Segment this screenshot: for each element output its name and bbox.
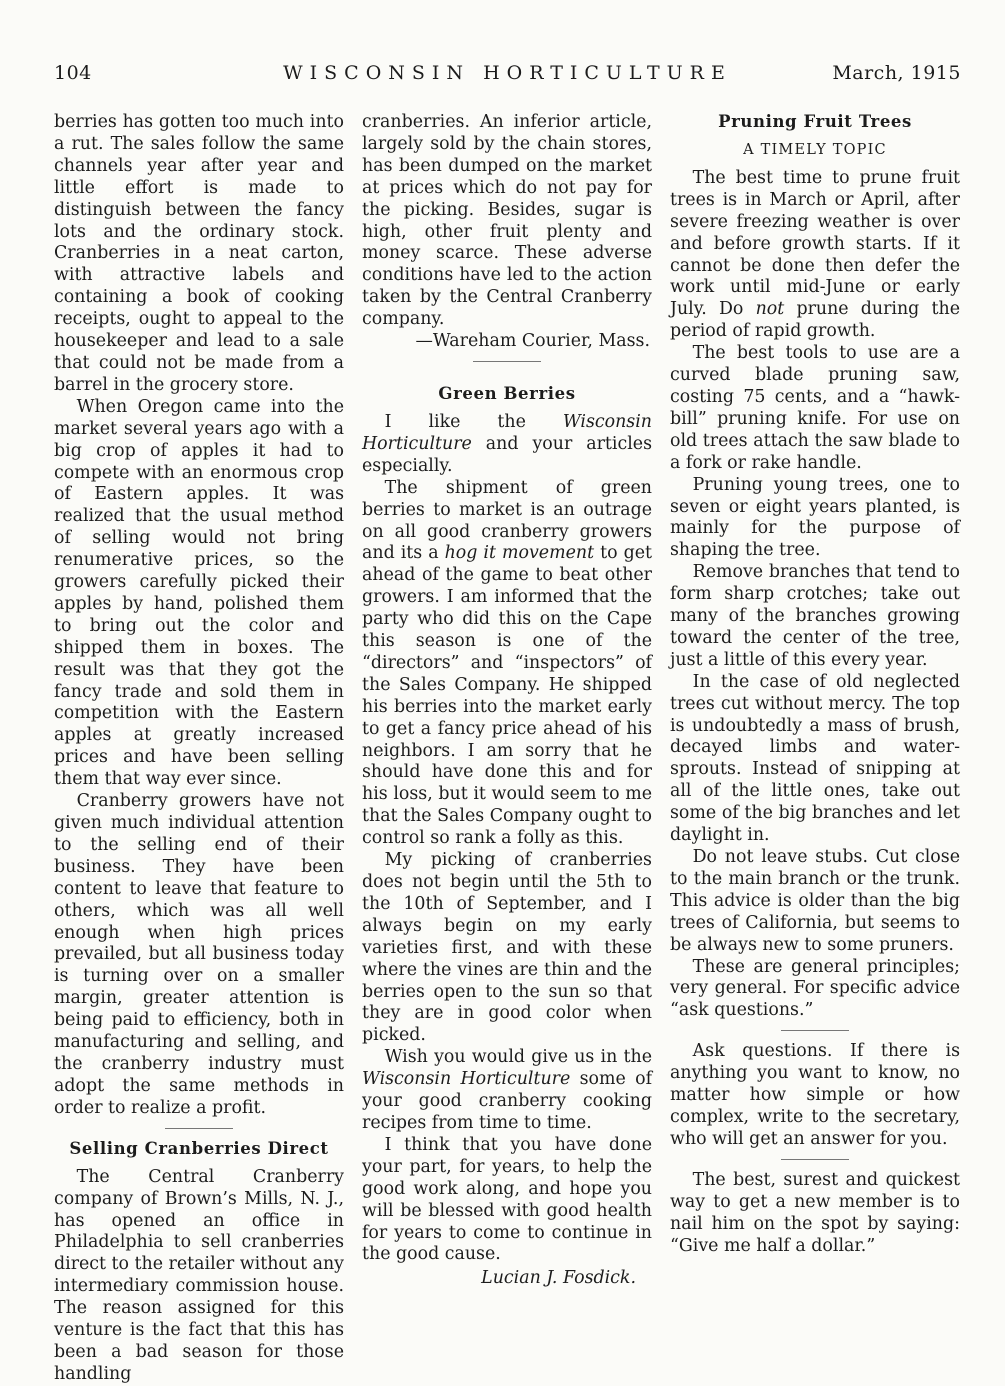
- article-subheading: A TIMELY TOPIC: [743, 142, 887, 158]
- paragraph: I think that you have done your part, for years, to help the good work along, and hope you will be blessed with good health for years to come to continue in the good cause.: [362, 1134, 652, 1265]
- column-1: [54, 112, 344, 1386]
- paragraph: Remove branches that tend to form sharp crotches; take out many of the branches growing toward the center of the tree, just a little of this every year.: [670, 562, 960, 670]
- issue-date: March, 1915: [832, 62, 961, 84]
- paragraph: The best, surest and quickest way to get a new member is to nail him on the spot by saying: “Give me half a dollar.”: [670, 1169, 960, 1256]
- text-run: prune during the period of rapid growth.: [670, 299, 960, 342]
- paragraph: Ask questions. If there is anything you want to know, no matter how simple or how complex, write to the secretary, who will get an answer for you.: [670, 1041, 960, 1149]
- paragraph: When Oregon came into the market several years ago with a big crop of apples it had to compete with an enormous crop of Eastern apples. It was realized that the usual method of selling would not bring renumerative prices, so the growers carefully picked their apples by hand, polished them to bring out the color and shipped them in boxes. The result was that they got the fancy trade and sold them in competition with the Eastern apples at greatly increased prices and have been selling them that way ever since.: [54, 396, 344, 790]
- italic-title: Wisconsin Horticulture: [362, 1069, 571, 1090]
- article-heading-pruning: Pruning Fruit Trees: [718, 112, 912, 131]
- text-run: and your articles especially.: [362, 433, 652, 476]
- text-run: I like the: [384, 411, 563, 432]
- article-heading-green-berries: Green Berries: [438, 383, 576, 403]
- section-divider: [781, 1159, 849, 1160]
- paragraph: berries has gotten too much into a rut. The sales follow the same channels year after year and little effort is made to distinguish between the fancy lots and the ordinary stock. Cranberries in a neat carton, with attractive labels and containing a book of cooking receipts, ought to appeal to the housekeeper and lead to a sale that could not be made from a barrel in the grocery store.: [54, 112, 344, 395]
- paragraph: [362, 1047, 652, 1135]
- text-run: some of your good cranberry cooking recipes from time to time.: [362, 1069, 653, 1133]
- paragraph: Cranberry growers have not given much individual attention to the selling end of their business. They have been content to leave that feature to others, which was all well enough when high prices prevailed, but all business today is turning over on a smaller margin, greater attention is being paid to efficiency, both in manufacturing and selling, and the cranberry industry must adopt the same methods in order to realize a profit.: [54, 791, 344, 1118]
- paragraph: Pruning young trees, one to seven or eight years planted, is mainly for the purpose of shaping the tree.: [670, 474, 960, 561]
- page-header: [54, 62, 961, 92]
- italic-phrase: hog it movement: [444, 543, 595, 564]
- column-3: [670, 112, 960, 1257]
- paragraph: [670, 168, 960, 343]
- paragraph: These are general principles; very general. For specific advice “ask questions.”: [670, 956, 960, 1021]
- text-run: to get ahead of the game to beat other growers. I am informed that the party who did this on the Cape this season is one of the “directors” and “inspectors” of the Sales Company. He shipped his berries into the market early to get a fancy price ahead of his neighbors. I am sorry that he should have done this and for his loss, but it would seem to me that the Sales Company ought to control so rank a folly as this.: [362, 543, 652, 849]
- signature: Lucian J. Fosdick.: [481, 1268, 636, 1289]
- section-divider: [473, 361, 541, 362]
- paragraph: [362, 478, 652, 850]
- section-divider: [781, 1030, 849, 1031]
- text-run: The best time to prune fruit trees is in March or April, after severe freezing weather is over and before growth starts. If it cannot be done then defer the work until mid-June or early July. Do: [670, 167, 960, 320]
- paragraph: My picking of cranberries does not begin until the 5th to the 10th of September, and I always begin on my early varieties first, and with these where the vines are thin and the berries open to the sun so that they are in good color when picked.: [362, 850, 652, 1046]
- italic-word: not: [755, 299, 785, 320]
- paragraph: The best tools to use are a curved blade pruning saw, costing 75 cents, and a “hawk-bill” pruning knife. For use on old trees attach the saw blade to a fork or rake handle.: [670, 343, 960, 473]
- text-run: Wish you would give us in the: [384, 1047, 652, 1068]
- section-divider: [165, 1128, 233, 1129]
- paragraph: [362, 412, 652, 478]
- publication-title: WISCONSIN HORTICULTURE: [283, 62, 732, 84]
- italic-title: Wisconsin Horticulture: [362, 411, 652, 454]
- paragraph: The Central Cranberry company of Brown’s Mills, N. J., has opened an office in Philadelphia to sell cranberries direct to the retailer without any intermediary commission house. The reason assigned for this venture is the fact that this has been a bad season for those handling: [54, 1166, 344, 1384]
- column-2: [362, 112, 652, 1290]
- paragraph: Do not leave stubs. Cut close to the main branch or the trunk. This advice is older than the big trees of California, but seems to be always new to some pruners.: [670, 847, 960, 955]
- page-number: 104: [54, 62, 92, 84]
- text-run: The shipment of green berries to market is an outrage on all good cranberry growers and its a: [362, 477, 652, 564]
- article-heading-selling-cranberries: Selling Cranberries Direct: [69, 1138, 329, 1158]
- paragraph: cranberries. An inferior article, largely sold by the chain stores, has been dumped on the market at prices which do not pay for the picking. Besides, sugar is high, other fruit plenty and money scarce. These adverse conditions have led to the action taken by the Central Cranberry company.: [362, 112, 652, 330]
- paragraph: In the case of old neglected trees cut without mercy. The top is undoubtedly a mass of brush, decayed limbs and water-sprouts. Instead of snipping at all of the little ones, take out some of the big branches and let daylight in.: [670, 671, 960, 846]
- source-credit: —Wareham Courier, Mass.: [415, 331, 650, 352]
